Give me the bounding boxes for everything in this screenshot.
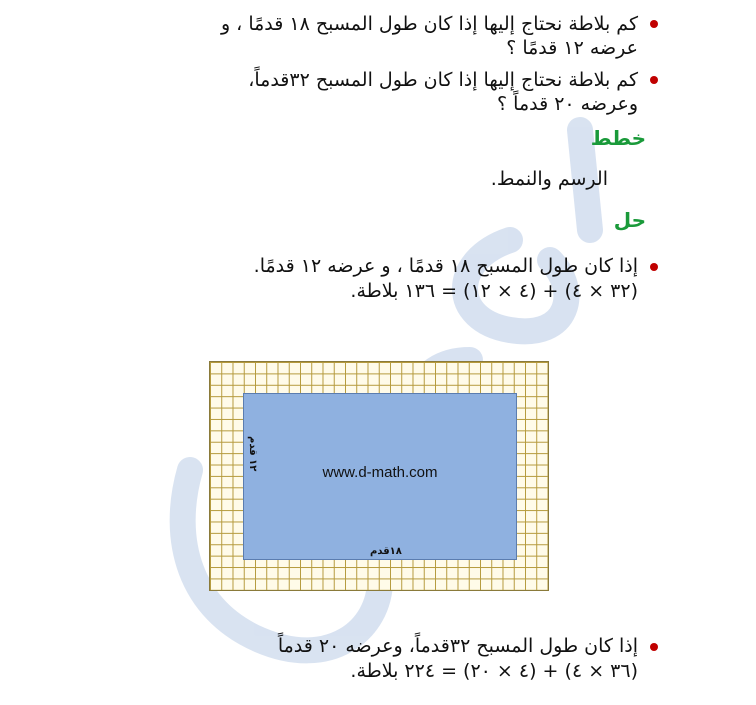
answer-1-line-2: (٣٢ × ٤) + (٤ × ١٢) = ١٣٦ بلاطة. <box>350 280 638 302</box>
plan-text: الرسم والنمط. <box>490 168 608 190</box>
solve-heading: حل <box>613 208 646 232</box>
question-1 <box>118 12 638 60</box>
length-label: ١٨قدم <box>370 546 402 557</box>
question-1-line-2: عرضه ١٢ قدمًا ؟ <box>506 37 638 59</box>
pool-rectangle <box>243 393 517 560</box>
website-text: www.d-math.com <box>322 464 438 481</box>
answer-2-line-1: إذا كان طول المسبح ٣٢قدماً، وعرضه ٢٠ قدماً <box>277 635 638 657</box>
answer-2 <box>118 634 638 684</box>
question-2-line-2: وعرضه ٢٠ قدماً ؟ <box>497 93 638 115</box>
plan-heading: خطط <box>590 126 646 150</box>
answer-1 <box>118 254 638 304</box>
question-2-line-1: كم بلاطة نحتاج إليها إذا كان طول المسبح ٣٢قدماً، <box>248 69 638 91</box>
question-2 <box>118 68 638 116</box>
bullet-icon <box>650 20 658 28</box>
question-1-line-1: كم بلاطة نحتاج إليها إذا كان طول المسبح ١٨ قدمًا ، و <box>220 13 638 35</box>
bullet-icon <box>650 76 658 84</box>
bullet-icon <box>650 263 658 271</box>
pool-tile-diagram <box>209 361 549 591</box>
width-label: ١٢ قدم <box>247 436 258 472</box>
answer-2-line-2: (٣٦ × ٤) + (٤ × ٢٠) = ٢٢٤ بلاطة. <box>350 660 638 682</box>
answer-1-line-1: إذا كان طول المسبح ١٨ قدمًا ، و عرضه ١٢ قدمًا. <box>253 255 638 277</box>
bullet-icon <box>650 643 658 651</box>
